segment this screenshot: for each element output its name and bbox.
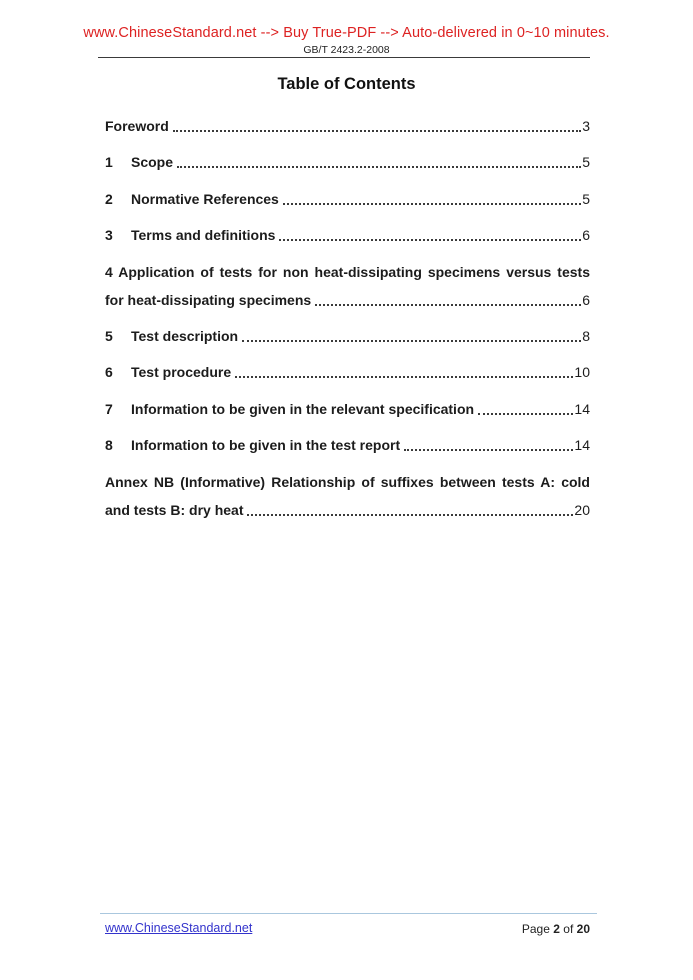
header-rule (98, 57, 590, 58)
footer-page-of: of (563, 922, 574, 936)
toc-entry-page: 6 (582, 291, 590, 308)
toc-entry-page: 20 (574, 501, 590, 518)
table-of-contents (105, 112, 590, 532)
toc-entry-page: 5 (582, 190, 590, 207)
toc-entry (105, 431, 590, 459)
toc-entry-line2: for heat-dissipating specimens (105, 291, 312, 308)
toc-entry (105, 258, 590, 314)
toc-entry (105, 358, 590, 386)
toc-entry (105, 185, 590, 213)
toc-entry-title: Normative References (131, 190, 279, 207)
toc-entry-page: 3 (582, 118, 590, 134)
dot-leader (242, 340, 581, 342)
footer-page-label: Page (521, 922, 550, 936)
dot-leader (235, 376, 573, 378)
toc-entry-line2: and tests B: dry heat (105, 501, 244, 518)
toc-entry (105, 112, 590, 140)
toc-entry (105, 468, 590, 524)
toc-entry-line1: Annex NB (Informative) Relationship of suffixes between tests A: cold (105, 473, 590, 490)
toc-entry-number: 8 (105, 437, 113, 454)
dot-leader (404, 449, 573, 451)
dot-leader (283, 203, 581, 205)
toc-entry-title: Test description (131, 327, 239, 344)
toc-entry-number: 7 (105, 400, 113, 417)
toc-entry-number: 2 (105, 190, 113, 207)
toc-entry-page: 5 (582, 154, 590, 171)
footer-page-current: 2 (553, 922, 560, 936)
toc-entry-title: Foreword (105, 118, 169, 134)
toc-entry-title: Terms and definitions (131, 227, 276, 244)
dot-leader (173, 130, 581, 132)
toc-entry-page: 8 (582, 327, 590, 344)
toc-entry-page: 6 (582, 227, 590, 244)
toc-entry-page: 14 (574, 437, 590, 454)
footer-page-indicator (522, 922, 590, 936)
toc-entry-number: 6 (105, 364, 113, 381)
toc-entry-title: Scope (131, 154, 174, 171)
dot-leader (315, 304, 581, 306)
toc-entry-line1: 4 Application of tests for non heat-dissipating specimens versus tests (105, 263, 590, 280)
footer-site-link[interactable]: www.ChineseStandard.net (105, 921, 253, 935)
header-promo-text: www.ChineseStandard.net --> Buy True-PDF --> Auto-delivered in 0~10 minutes. (83, 25, 610, 41)
toc-entry (105, 148, 590, 176)
page-title: Table of Contents (277, 75, 416, 93)
footer-rule (100, 913, 597, 914)
toc-entry-title: Test procedure (131, 364, 232, 381)
footer-page-total: 20 (576, 922, 590, 936)
toc-entry-title: Information to be given in the relevant specification (131, 400, 475, 417)
dot-leader (279, 239, 581, 241)
toc-entry-number: 3 (105, 227, 113, 244)
toc-entry-number: 1 (105, 154, 113, 171)
toc-entry-title: Information to be given in the test report (131, 437, 401, 454)
dot-leader (247, 514, 573, 516)
toc-entry (105, 221, 590, 249)
dot-leader (478, 413, 573, 415)
toc-entry-page: 10 (574, 364, 590, 381)
toc-entry (105, 395, 590, 423)
header-doc-code: GB/T 2423.2-2008 (303, 44, 390, 56)
toc-entry (105, 322, 590, 350)
toc-entry-number: 5 (105, 327, 113, 344)
dot-leader (177, 166, 581, 168)
toc-entry-page: 14 (574, 400, 590, 417)
